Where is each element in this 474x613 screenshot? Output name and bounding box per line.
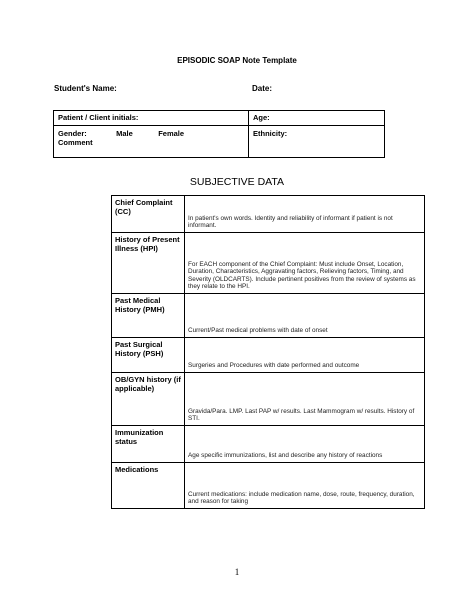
subjective-data-heading: SUBJECTIVE DATA [189,176,285,188]
document-title: EPISODIC SOAP Note Template [177,56,297,65]
gender-label: Gender: [58,129,87,138]
patient-initials-label: Patient / Client initials: [58,113,139,122]
chief-complaint-label: Chief Complaint (CC) [112,196,185,233]
table-row [112,196,425,233]
subjective-data-table [111,195,425,509]
age-label: Age: [253,113,270,122]
immunization-label: Immunization status [112,426,185,463]
ob-gyn-content: Gravida/Para. LMP. Last PAP w/ results. Last Mammogram w/ results. History of STI. [185,373,425,426]
hpi-label: History of Present Illness (HPI) [112,233,185,294]
psh-label: Past Surgical History (PSH) [112,338,185,373]
hpi-content: For EACH component of the Chief Complaint: Must include Onset, Location, Duration, Characteristics, Aggravating factors, Relieving factors, Timing, and Severity (OLDCARTS). Include pertinent positives from the review of systems as they relate to the HPI. [185,233,425,294]
table-row [112,338,425,373]
patient-info-box [53,110,385,158]
table-row [112,373,425,426]
table-row [112,426,425,463]
table-row [112,463,425,509]
page-number: 1 [234,567,240,577]
date-label: Date: [252,84,273,93]
medications-label: Medications [112,463,185,509]
pmh-content: Current/Past medical problems with date of onset [185,294,425,338]
comment-label: Comment [58,138,93,147]
ob-gyn-label: OB/GYN history (if applicable) [112,373,185,426]
gender-male-label: Male [116,129,133,138]
table-row [112,294,425,338]
medications-content: Current medications: include medication name, dose, route, frequency, duration, and reason for taking [185,463,425,509]
psh-content: Surgeries and Procedures with date performed and outcome [185,338,425,373]
patient-box-row-divider [54,125,384,126]
chief-complaint-content: In patient's own words. Identity and reliability of informant if patient is not informant. [185,196,425,233]
immunization-content: Age specific immunizations, list and describe any history of reactions [185,426,425,463]
gender-female-label: Female [158,129,185,138]
student-name-label: Student's Name: [54,84,117,93]
ethnicity-label: Ethnicity: [253,129,288,138]
table-row [112,233,425,294]
pmh-label: Past Medical History (PMH) [112,294,185,338]
